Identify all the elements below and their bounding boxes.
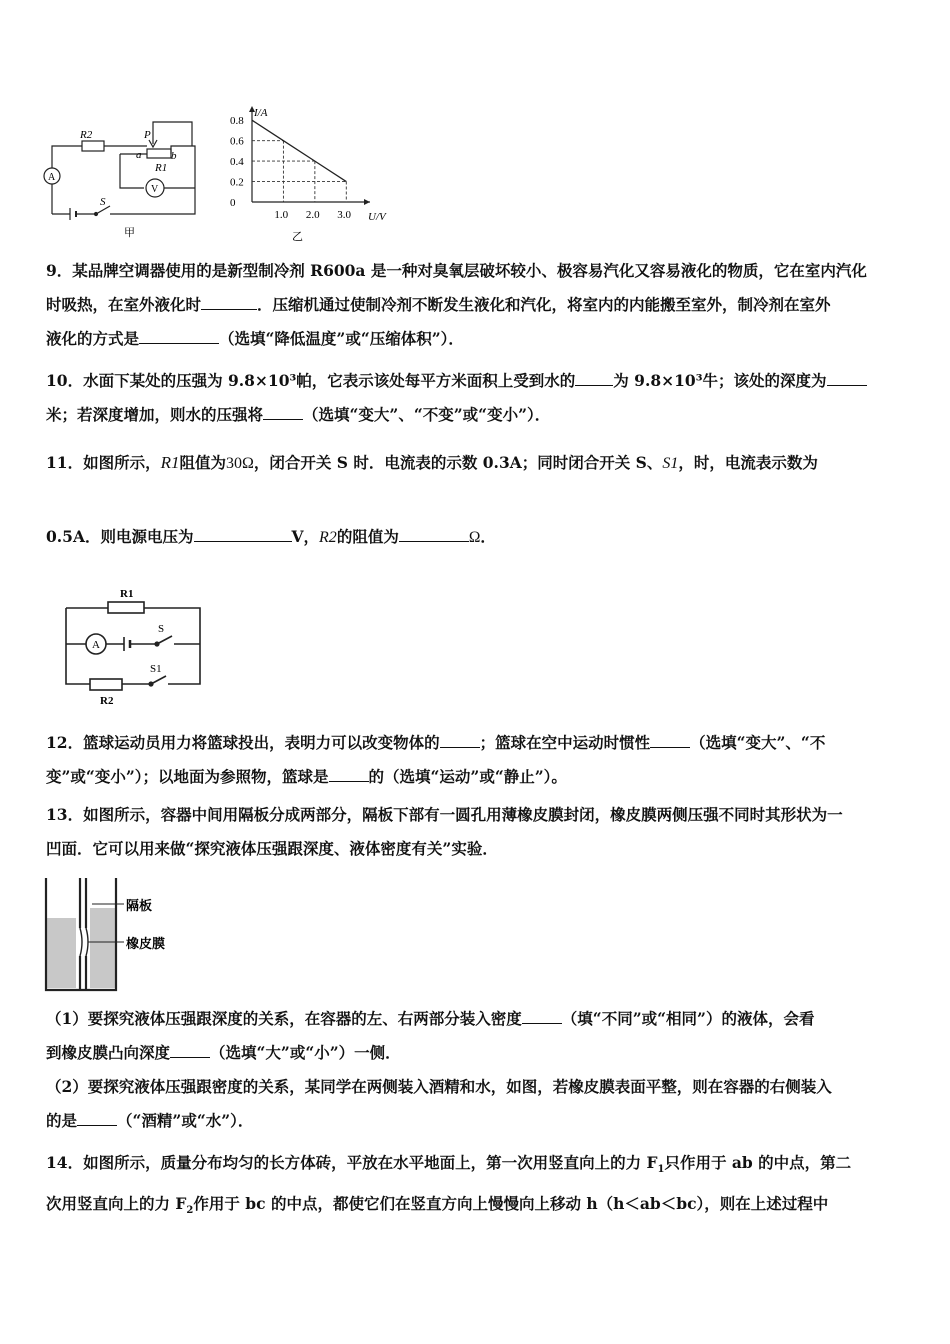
q12-blank-2[interactable] bbox=[650, 746, 690, 748]
q12-blank-3[interactable] bbox=[329, 780, 369, 782]
question-13 bbox=[46, 798, 910, 866]
q13-label-membrane: 橡皮膜 bbox=[126, 936, 166, 951]
q13-text: 到橡皮膜凸向深度 bbox=[46, 1043, 171, 1062]
q12-text: 的（选填“运动”或“静止”）。 bbox=[368, 767, 567, 786]
q10-text: 为 9.8×10³牛；该处的深度为 bbox=[613, 371, 827, 390]
graph-y-tick-label: 0.2 bbox=[230, 176, 244, 189]
graph-y-tick-label: 0.6 bbox=[230, 135, 244, 148]
q14-text: 只作用于 ab 的中点，第二 bbox=[664, 1153, 852, 1172]
q9-line-2 bbox=[46, 288, 910, 322]
question-14 bbox=[46, 1146, 910, 1228]
q13-label-partition: 隔板 bbox=[126, 898, 153, 913]
q10-text: 10．水面下某处的压强为 9.8×10³帕，它表示该处每平方米面积上受到水的 bbox=[46, 371, 576, 390]
q10-line-1 bbox=[46, 364, 910, 398]
question-12 bbox=[46, 726, 910, 794]
q10-line-2 bbox=[46, 398, 910, 432]
graph-x-tick-label: 3.0 bbox=[337, 209, 352, 221]
q11-text: ，时，电流表示数为 bbox=[678, 453, 818, 472]
q13-blank-2[interactable] bbox=[170, 1056, 210, 1058]
q11-fig-s: S bbox=[158, 623, 165, 635]
label-p: P bbox=[144, 129, 151, 141]
q11-text: ． bbox=[480, 527, 496, 546]
q10-blank-1[interactable] bbox=[575, 384, 613, 386]
q9-text: （选填“降低温度”或“压缩体积”）． bbox=[219, 329, 464, 348]
q10-blank-2[interactable] bbox=[827, 384, 867, 386]
q13-sub2-line-2 bbox=[46, 1104, 910, 1138]
q13-blank-1[interactable] bbox=[522, 1022, 562, 1024]
q11-text: 11．如图所示， bbox=[46, 453, 161, 472]
q11-text: 阻值为 bbox=[179, 453, 226, 472]
q13-blank-3[interactable] bbox=[77, 1124, 117, 1126]
label-r2: R2 bbox=[80, 129, 93, 141]
graph-y-tick-label: 0.8 bbox=[230, 115, 244, 128]
q11-r2-symbol: R2 bbox=[319, 529, 337, 546]
label-ammeter: A bbox=[48, 172, 56, 183]
q13-sub2-line-1: （2）要探究液体压强跟密度的关系，某同学在两侧装入酒精和水，如图，若橡皮膜表面平整，则在容器的右侧装入 bbox=[46, 1077, 832, 1096]
q13-text: （“酒精”或“水”）． bbox=[117, 1111, 254, 1130]
graph-series-line bbox=[252, 120, 346, 181]
question-10 bbox=[46, 364, 910, 432]
container-diagram-q13 bbox=[44, 876, 194, 994]
q11-resistance-value: 30Ω bbox=[225, 455, 254, 472]
q14-line-2 bbox=[46, 1187, 910, 1228]
q14-text: 14．如图所示，质量分布均匀的长方体砖，平放在水平地面上，第一次用竖直向上的力 F bbox=[46, 1153, 658, 1172]
q11-text: 0.5A．则电源电压为 bbox=[46, 527, 194, 546]
q14-line-1 bbox=[46, 1146, 910, 1187]
q11-text: 的阻值为 bbox=[336, 527, 399, 546]
q14-text: 作用于 bc 的中点，都使它们在竖直方向上慢慢向上移动 h（h＜ab＜bc），则在上述过程中 bbox=[193, 1194, 829, 1214]
q9-blank-2[interactable] bbox=[139, 342, 219, 344]
label-b: b bbox=[171, 150, 177, 162]
q13-line-2: 凹面．它可以用来做“探究液体压强跟深度、液体密度有关”实验． bbox=[46, 839, 498, 858]
q11-ohm-symbol: Ω bbox=[468, 529, 481, 546]
q13-text: （选填“大”或“小”）一侧． bbox=[210, 1043, 401, 1062]
q14-text: 次用竖直向上的力 F bbox=[46, 1194, 187, 1214]
q13-text: （1）要探究液体压强跟深度的关系，在容器的左、右两部分装入密度 bbox=[46, 1009, 522, 1028]
q13-sub1-line-2 bbox=[46, 1036, 910, 1070]
question-11-line-2 bbox=[46, 520, 910, 555]
q9-text: 时吸热，在室外液化时 bbox=[46, 295, 202, 314]
q13-line-1: 13．如图所示，容器中间用隔板分成两部分，隔板下部有一圆孔用薄橡皮膜封闭，橡皮膜两侧压强不同时其形状为一 bbox=[46, 805, 843, 824]
label-a: a bbox=[136, 149, 142, 161]
q9-text: 液化的方式是 bbox=[46, 329, 140, 348]
q10-text: 米；若深度增加，则水的压强将 bbox=[46, 405, 264, 424]
q11-s1-symbol: S1 bbox=[662, 455, 679, 472]
q11-fig-r1: R1 bbox=[120, 588, 134, 600]
q12-text: （选填“变大”、“不 bbox=[690, 733, 826, 752]
question-11-line-1 bbox=[46, 446, 910, 481]
q12-text: ；篮球在空中运动时惯性 bbox=[479, 733, 651, 752]
q12-text: 12．篮球运动员用力将篮球投出，表明力可以改变物体的 bbox=[46, 733, 440, 752]
caption-jia: 甲 bbox=[124, 227, 135, 239]
q14-subscript: 2 bbox=[186, 1205, 194, 1217]
q12-blank-1[interactable] bbox=[440, 746, 480, 748]
graph-caption: 乙 bbox=[292, 231, 303, 243]
graph-x-axis-label: U/V bbox=[368, 211, 386, 223]
graph-y-tick-label: 0 bbox=[230, 197, 236, 209]
graph-y-axis-label: I/A bbox=[254, 107, 268, 119]
question-9 bbox=[46, 254, 910, 356]
circuit-diagram-jia bbox=[40, 118, 210, 246]
q14-subscript: 1 bbox=[657, 1164, 665, 1176]
circuit-diagram-q11 bbox=[58, 584, 208, 710]
q12-text: 变”或“变小”）；以地面为参照物，篮球是 bbox=[46, 767, 329, 786]
q10-text: （选填“变大”、“不变”或“变小”）． bbox=[303, 405, 551, 424]
graph-x-tick-label: 2.0 bbox=[305, 209, 320, 221]
graph-x-tick-label: 1.0 bbox=[274, 209, 289, 221]
q11-fig-s1: S1 bbox=[150, 663, 162, 675]
q11-fig-ammeter: A bbox=[92, 639, 100, 651]
q13-text: 的是 bbox=[46, 1111, 78, 1130]
q9-line-1: 9．某品牌空调器使用的是新型制冷剂 R600a 是一种对臭氧层破坏较小、极容易汽化又容易液化的物质，它在室内汽化 bbox=[46, 261, 867, 280]
q12-line-1 bbox=[46, 726, 910, 760]
q11-fig-r2: R2 bbox=[100, 695, 114, 707]
label-voltmeter: V bbox=[151, 184, 159, 195]
q11-text: V， bbox=[291, 527, 320, 546]
q9-blank-1[interactable] bbox=[201, 308, 257, 310]
q12-line-2 bbox=[46, 760, 910, 794]
label-switch: S bbox=[100, 196, 106, 208]
q11-blank-1[interactable] bbox=[194, 540, 292, 542]
iu-graph-yi bbox=[222, 102, 402, 244]
q13-text: （填“不同”或“相同”）的液体，会看 bbox=[561, 1009, 815, 1028]
q9-line-3 bbox=[46, 322, 910, 356]
graph-y-tick-label: 0.4 bbox=[230, 156, 244, 169]
label-r1: R1 bbox=[155, 162, 168, 174]
graph-x-arrow bbox=[364, 199, 370, 205]
q10-blank-3[interactable] bbox=[263, 418, 303, 420]
q9-text: ．压缩机通过使制冷剂不断发生液化和汽化，将室内的内能搬至室外，制冷剂在室外 bbox=[257, 295, 831, 314]
q11-blank-2[interactable] bbox=[399, 540, 469, 542]
question-13-sub bbox=[46, 1002, 910, 1138]
q11-text: ，闭合开关 S 时．电流表的示数 0.3A；同时闭合开关 S、 bbox=[253, 453, 663, 472]
q13-sub1-line-1 bbox=[46, 1002, 910, 1036]
q11-r1-symbol: R1 bbox=[160, 453, 180, 472]
